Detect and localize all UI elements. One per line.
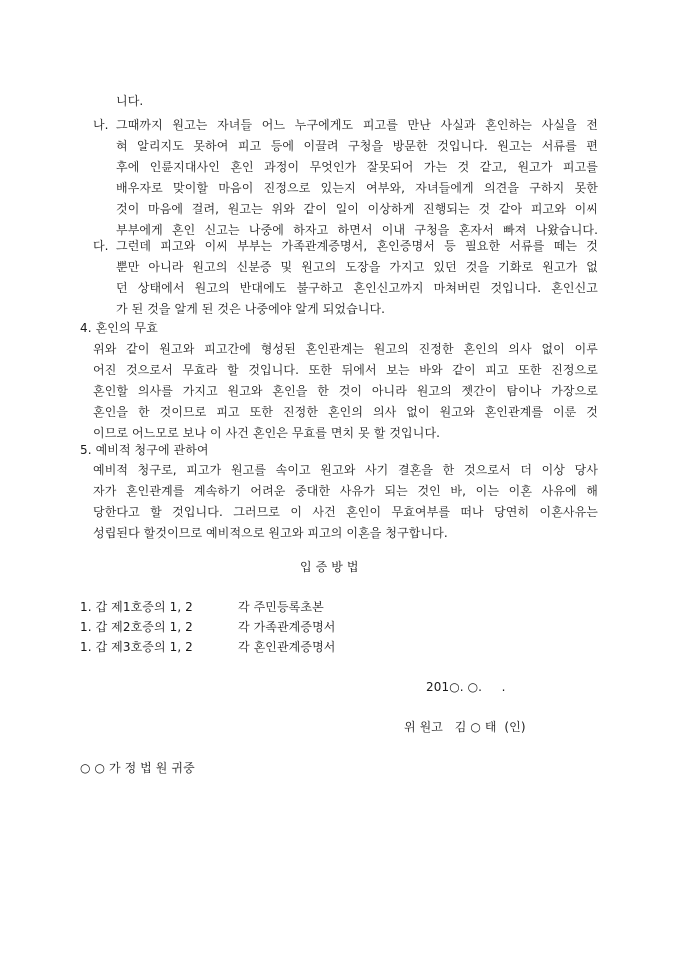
paragraph-line: 후에 인륜지대사인 혼인 과정이 무엇인가 잘못되어 가는 것 같고, 원고가 피고를 (116, 160, 598, 174)
paragraph-line: 부부에게 혼인 신고는 나중에 하자고 하면서 이내 구청을 혼자서 빠져 나왔습니다. (116, 223, 598, 237)
evidence-item-description: 각 주민등록초본 (238, 600, 324, 614)
paragraph-line: 혼인할 의사를 가지고 원고와 혼인을 한 것이 아니라 원고의 젯간이 탐이나 가장으로 (93, 384, 598, 398)
paragraph-line: 배우자로 맞이할 마음이 진정으로 있는지 여부와, 자녀들에게 의견을 구하지 못한 (116, 181, 598, 195)
paragraph-line: 이므로 어느모로 보나 이 사건 혼인은 무효를 면치 못 할 것입니다. (93, 426, 441, 440)
evidence-item-number: 1. 갑 제1호증의 1, 2 (80, 600, 193, 614)
paragraph-line: 성립된다 할것이므로 예비적으로 원고와 피고의 이혼을 청구합니다. (93, 526, 448, 540)
paragraph-line: 자가 혼인관계를 계속하기 어려운 중대한 사유가 되는 것인 바, 이는 이혼 사유에 해 (93, 484, 598, 498)
court-addressee: ○ ○ 가 정 법 원 귀중 (80, 761, 195, 775)
paragraph-line: 혼인을 한 것이므로 피고 또한 진정한 혼인의 의사 없이 원고와 혼인관계를 이룬 것 (93, 405, 598, 419)
paragraph-line: 예비적 청구로, 피고가 원고를 속이고 원고와 사기 결혼을 한 것으로서 더 이상 당사 (93, 463, 598, 477)
document-date: 201○. ○. . (426, 680, 506, 694)
paragraph-line: 그런데 피고와 이씨 부부는 가족관계증명서, 혼인증명서 등 필요한 서류를 떼는 것 (116, 239, 598, 253)
paragraph-line: 어진 것으로서 무효라 할 것입니다. 또한 뒤에서 보는 바와 같이 피고 또한 진정으로 (93, 363, 598, 377)
section-heading-5: 5. 예비적 청구에 관하여 (80, 443, 209, 457)
evidence-item-number: 1. 갑 제2호증의 1, 2 (80, 620, 193, 634)
paragraph-line: 그때까지 원고는 자녀들 어느 누구에게도 피고를 만난 사실과 혼인하는 사실을 전 (116, 118, 598, 132)
paragraph-line: 혀 알리지도 못하여 피고 등에 이끌려 구청을 방문한 것입니다. 원고는 서류를 편 (116, 139, 598, 153)
evidence-item-description: 각 혼인관계증명서 (238, 640, 336, 654)
paragraph-line: 가 된 것을 알게 된 것은 나중에야 알게 되었습니다. (116, 302, 386, 316)
signature-line: 위 원고 김 ○ 태 (인) (404, 720, 526, 734)
paragraph-line: 위와 같이 원고와 피고간에 형성된 혼인관계는 원고의 진정한 혼인의 의사 없이 이루 (93, 342, 598, 356)
evidence-item-number: 1. 갑 제3호증의 1, 2 (80, 640, 193, 654)
section-heading-4: 4. 혼인의 무효 (80, 321, 158, 335)
continuation-text: 니다. (116, 94, 144, 108)
paragraph-line: 던 상태에서 원고의 반대에도 불구하고 혼인신고까지 마쳐버린 것입니다. 혼인신고 (116, 281, 598, 295)
item-marker-da: 다. (93, 239, 109, 253)
evidence-title: 입 증 방 법 (300, 560, 359, 574)
paragraph-line: 뿐만 아니라 원고의 신분증 및 원고의 도장을 가지고 있던 것을 기화로 원고가 없 (116, 260, 598, 274)
paragraph-line: 것이 마음에 걸려, 원고는 위와 같이 일이 이상하게 진행되는 것 같아 피고와 이씨 (116, 202, 598, 216)
item-marker-na: 나. (93, 118, 109, 132)
evidence-item-description: 각 가족관계증명서 (238, 620, 336, 634)
paragraph-line: 당한다고 할 것입니다. 그러므로 이 사건 혼인이 무효여부를 떠나 당연히 이혼사유는 (93, 505, 598, 519)
